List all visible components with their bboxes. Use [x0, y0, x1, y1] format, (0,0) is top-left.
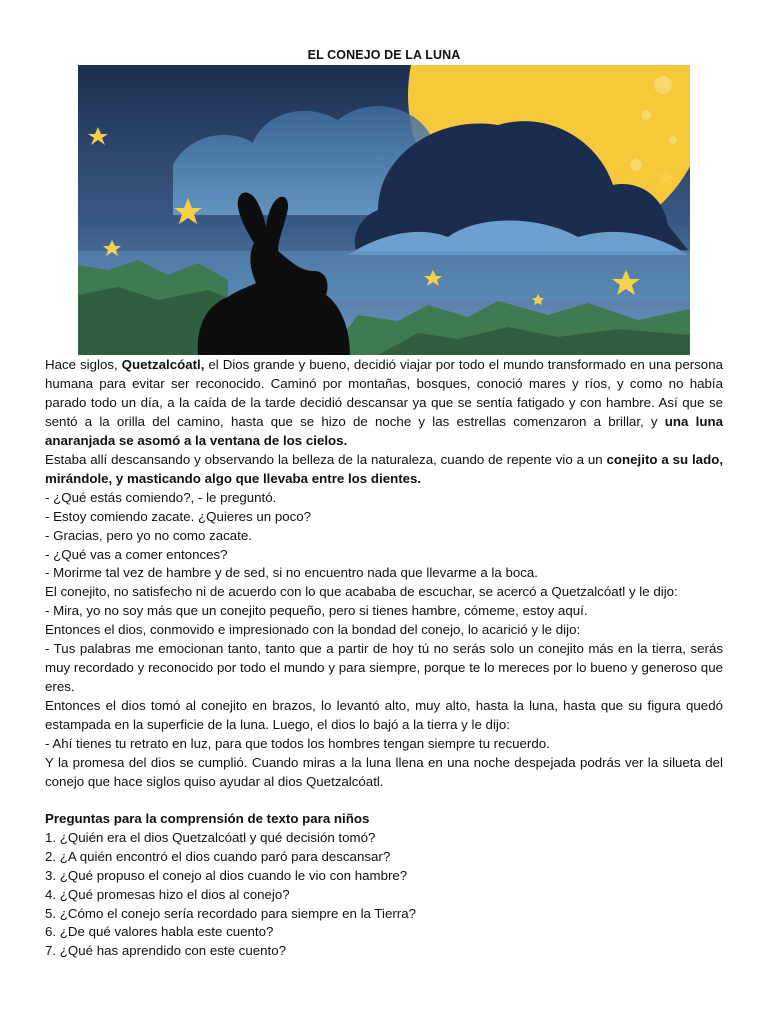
question-item: 3. ¿Qué propuso el conejo al dios cuando le vio con hambre? [45, 867, 408, 883]
story-paragraph-3: El conejito, no satisfecho ni de acuerdo con lo que acababa de escuchar, se acercó a Quetzalcóatl y le dijo: [45, 584, 678, 600]
question-item: 2. ¿A quién encontró el dios cuando paró para descansar? [45, 848, 391, 864]
question-item: 7. ¿Qué has aprendido con este cuento? [45, 943, 286, 959]
story-illustration [78, 65, 690, 355]
dialogue-line: - Estoy comiendo zacate. ¿Quieres un poco? [45, 508, 312, 524]
question-item: 4. ¿Qué promesas hizo el dios al conejo? [45, 886, 290, 902]
dialogue-line: - Ahí tienes tu retrato en luz, para que todos los hombres tengan siempre tu recuerdo. [45, 736, 550, 752]
question-item: 1. ¿Quién era el dios Quetzalcóatl y qué decisión tomó? [45, 829, 376, 845]
story-paragraph-2: Estaba allí descansando y observando la belleza de la naturaleza, cuando de repente vio a un conejito a su lado, mirándole, y masticando algo que llevaba entre los dientes. [45, 451, 724, 486]
story-text [45, 356, 723, 792]
dialogue-line: - Mira, yo no soy más que un conejito pequeño, pero si tienes hambre, cómeme, estoy aquí. [45, 603, 588, 619]
dialogue-line: - ¿Qué vas a comer entonces? [45, 546, 228, 562]
question-item: 6. ¿De qué valores habla este cuento? [45, 924, 274, 940]
story-paragraph-4: Entonces el dios, conmovido e impresionado con la bondad del conejo, lo acarició y le dijo: [45, 622, 581, 638]
story-paragraph-6: Y la promesa del dios se cumplió. Cuando miras a la luna llena en una noche despejada podrás ver la silueta del conejo que hace siglos quiso ayudar al dios Quetzalcóatl. [45, 755, 723, 789]
dialogue-line: - Tus palabras me emocionan tanto, tanto que a partir de hoy tú no serás solo un conejito más en la tierra, serás muy recordado y reconocido por todo el mundo y para siempre, porque te lo mereces por lo bueno y generoso que eres. [45, 641, 723, 695]
question-item: 5. ¿Cómo el conejo sería recordado para siempre en la Tierra? [45, 905, 417, 921]
questions-section [45, 810, 723, 961]
dialogue-line: - ¿Qué estás comiendo?, - le preguntó. [45, 489, 277, 505]
story-paragraph-1: Hace siglos, Quetzalcóatl, el Dios grande y bueno, decidió viajar por todo el mundo transformado en una persona humana para evitar ser reconocido. Caminó por montañas, bosques, conoció mares y ríos, y como no había parado todo un día, a la caída de la tarde decidió descansar ya que se sentía fatigado y con hambre. Así que se sentó a la orilla del camino, hasta que se hizo de noche y las estrellas comenzaron a brillar, y una luna anaranjada se asomó a la ventana de los cielos. [45, 357, 723, 448]
dialogue-line: - Morirme tal vez de hambre y de sed, si no encuentro nada que llevarme a la boca. [45, 565, 538, 581]
story-paragraph-5: Entonces el dios tomó al conejito en brazos, lo levantó alto, muy alto, hasta la luna, hasta que su figura quedó estampada en la superficie de la luna. Luego, el dios lo bajó a la tierra y le dijo: [45, 698, 723, 733]
page-title: EL CONEJO DE LA LUNA [307, 48, 461, 62]
questions-title: Preguntas para la comprensión de texto para niños [45, 811, 370, 826]
dialogue-line: - Gracias, pero yo no como zacate. [45, 527, 252, 543]
night-scene-image [78, 65, 690, 355]
